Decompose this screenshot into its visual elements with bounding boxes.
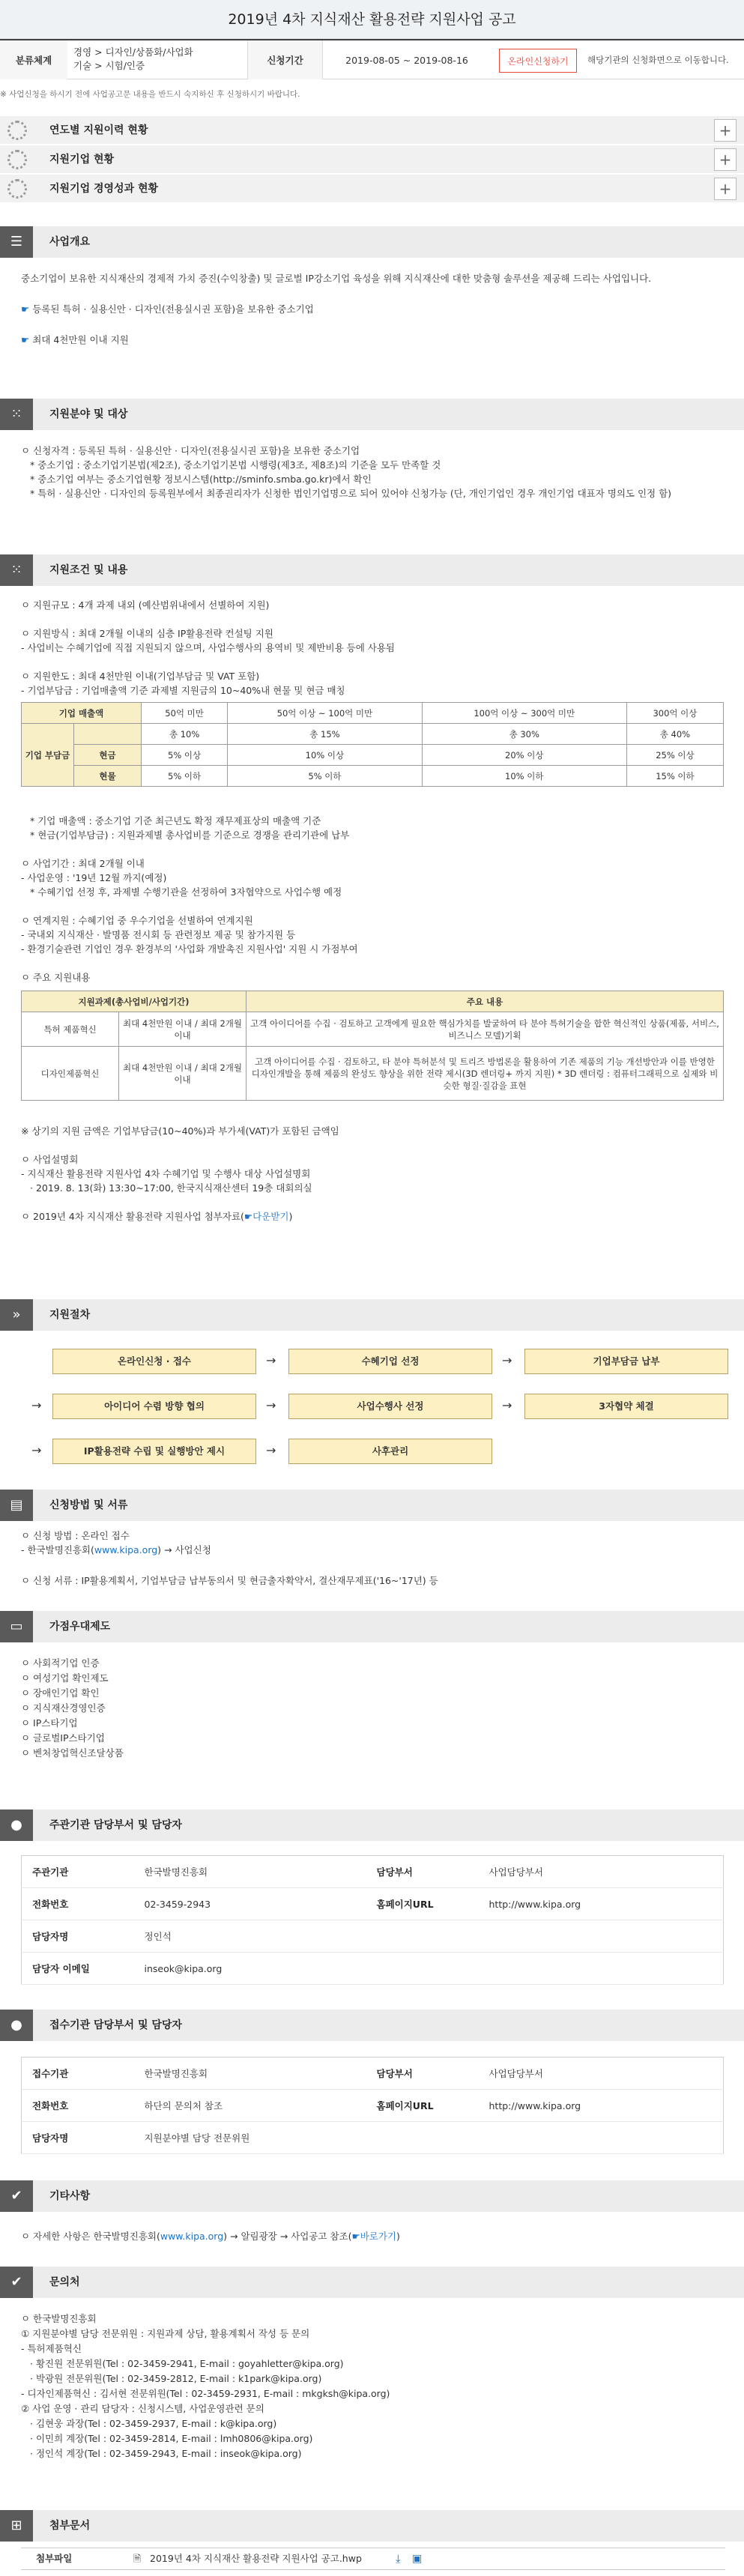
section-title: 사업개요: [49, 236, 91, 248]
fee-cell: 25% 이상: [626, 745, 723, 766]
preview-icon[interactable]: ▣: [412, 2553, 423, 2565]
step-box: 온라인신청 · 접수: [52, 1349, 256, 1374]
info-value: 지원분야별 담당 전문위원: [134, 2122, 724, 2154]
support-budget: 최대 4천만원 이내 / 최대 2개월 이내: [119, 1047, 247, 1101]
overview-item: 최대 4천만원 이내 지원: [32, 334, 129, 345]
fee-col: 50억 이상 ~ 100억 미만: [228, 703, 422, 724]
fee-cash-label: 현금: [74, 745, 142, 766]
attachment-file-link[interactable]: 2019년 4차 지식재산 활용전략 지원사업 공고.hwp: [150, 2553, 362, 2564]
support-table: [21, 991, 724, 1101]
section-title: 기타사항: [49, 2190, 91, 2202]
kipa-link[interactable]: www.kipa.org: [160, 2231, 224, 2242]
info-value: 사업담당부서: [479, 1856, 724, 1888]
target-line: * 중소기업 여부는 중소기업현황 정보시스템(http://sminfo.smba.go.kr)에서 확인: [30, 474, 372, 485]
conditions-line: ㅇ 사업기간 : 최대 2개월 이내: [21, 858, 145, 869]
contact-line: · 박광원 전문위원(Tel : 02-3459-2812, E-mail : k1park@kipa.org): [30, 2373, 322, 2384]
fee-col: 50억 미만: [142, 703, 228, 724]
dots-icon: [7, 179, 27, 199]
accordion-performance[interactable]: [0, 175, 744, 203]
category-label: 분류체계: [0, 40, 67, 79]
step-box: IP활용전략 수립 및 실행방안 제시: [52, 1439, 256, 1464]
shortcut-link[interactable]: ☛바로가기: [351, 2231, 396, 2242]
conditions-line: ㅇ 주요 지원내용: [21, 972, 91, 983]
overview-item: 등록된 특허 · 실용신안 · 디자인(전용실시권 포함)을 보유한 중소기업: [32, 303, 314, 315]
document-icon: ☰: [0, 226, 33, 258]
section-title: 주관기관 담당부서 및 담당자: [49, 1819, 182, 1831]
conditions-body-3: ※ 상기의 지원 금액은 기업부담금(10~40%)과 부가세(VAT)가 포함된 금액임 ㅇ 사업설명회 - 지식재산 활용전략 지원사업 4차 수혜기업 및 수행사 대상 사업설명회 · 2019. 8. 13(화) 13:30~17:00, 한국지식재산센터 19층 대회의실 ㅇ 2019년 4차 지식재산 활용전략 지원사업 첨부자료(☛다운받기): [21, 1124, 725, 1224]
accordion-history[interactable]: [0, 116, 744, 145]
info-label: 홈페이지URL: [366, 1888, 479, 1920]
contact-line: ① 지원분야별 담당 전문위원 : 지원과제 상담, 활용계획서 작성 등 문의: [21, 2328, 310, 2339]
target-body: [21, 444, 725, 501]
conditions-line: ㅇ 사업설명회: [21, 1154, 79, 1165]
conditions-line: - 사업비는 수혜기업에 직접 지원되지 않으며, 사업수행사의 용역비 및 제반비용 등에 사용됨: [21, 642, 395, 653]
fast-forward-icon: »: [0, 1299, 33, 1331]
info-value: 한국발명진흥회: [134, 2058, 366, 2090]
section-receiving-header: [0, 2010, 744, 2041]
homepage-link[interactable]: http://www.kipa.org: [479, 1888, 724, 1920]
step-box: 3자협약 체결: [524, 1394, 728, 1419]
info-value: 하단의 문의처 참조: [134, 2090, 366, 2122]
plus-file-icon: ⊞: [0, 2510, 33, 2542]
fee-cell: 5% 이하: [142, 766, 228, 787]
dots-icon: ⁙: [0, 399, 33, 430]
section-title: 가점우대제도: [49, 1621, 111, 1633]
fee-cell: 15% 이하: [626, 766, 723, 787]
arrow-right-icon: →: [266, 1398, 276, 1412]
section-title: 문의처: [49, 2276, 80, 2288]
section-conditions-header: [0, 554, 744, 586]
overview-body: [21, 271, 725, 347]
contact-line: ② 사업 운영 · 관리 담당자 : 신청시스템, 사업운영관련 문의: [21, 2403, 264, 2414]
step-box: 사업수행사 선정: [288, 1394, 492, 1419]
conditions-body-2: [21, 814, 725, 985]
support-content: 고객 아이디어를 수집 · 검토하고 고객에게 필요한 핵심가치를 발굴하여 타 분야 특허기술을 합한 혁신적인 상품(제품, 서비스, 비즈니스 모델)기획: [247, 1012, 724, 1047]
info-meta: [0, 39, 744, 79]
section-preference-header: [0, 1611, 744, 1642]
conditions-line: ㅇ 2019년 4차 지식재산 활용전략 지원사업 첨부자료(: [21, 1211, 244, 1222]
application-line: ㅇ 신청 방법 : 온라인 접수: [21, 1530, 130, 1541]
target-line: ㅇ 신청자격 : 등록된 특허 · 실용신안 · 디자인(전용실시권 포함)을 보유한 중소기업: [21, 445, 360, 456]
preference-item: ㅇ 여성기업 확인제도: [21, 1672, 109, 1684]
page-title: 2019년 4차 지식재산 활용전략 지원사업 공고: [0, 0, 744, 39]
person-icon: ●: [0, 1809, 33, 1841]
fee-header: 기업 매출액: [22, 703, 142, 724]
pointer-icon: ☛: [21, 334, 30, 345]
etc-line: ) → 알림광장 → 사업공고 참조(: [223, 2231, 352, 2242]
period-value: 2019-08-05 ~ 2019-08-16: [322, 40, 491, 79]
preference-item: ㅇ 지식재산경영인증: [21, 1702, 106, 1714]
fee-kind-label: 현물: [74, 766, 142, 787]
step-box: 아이디어 수렴 방향 협의: [52, 1394, 256, 1419]
conditions-line: ㅇ 지원방식 : 최대 2개월 이내의 심층 IP활용전략 컨설팅 지원: [21, 628, 273, 639]
conditions-line: * 현금(기업부담금) : 지원과제별 총사업비를 기준으로 경쟁을 관리기관에 납부: [30, 829, 350, 841]
section-title: 첨부문서: [49, 2520, 91, 2532]
info-label: 담당자명: [22, 2122, 134, 2154]
homepage-link[interactable]: http://www.kipa.org: [479, 2090, 724, 2122]
contact-line: · 이민희 계장(Tel : 02-3459-2814, E-mail : lmh0806@kipa.org): [30, 2433, 313, 2444]
fee-cell: 5% 이하: [228, 766, 422, 787]
section-attachment-header: [0, 2510, 744, 2542]
application-line: - 한국발명진흥회(: [21, 1544, 94, 1555]
step-box: 기업부담금 납부: [524, 1349, 728, 1374]
info-value: 02-3459-2943: [134, 1888, 366, 1920]
preference-item: ㅇ 장애인기업 확인: [21, 1687, 100, 1699]
conditions-line: ㅇ 연계지원 : 수혜기업 중 우수기업을 선별하여 연계지원: [21, 915, 253, 926]
fee-cell: 5% 이상: [142, 745, 228, 766]
support-header: 지원과제(총사업비/사업기간): [22, 991, 247, 1012]
fee-cell: 20% 이상: [422, 745, 626, 766]
category-values: [73, 40, 261, 79]
support-name: 디자인제품혁신: [22, 1047, 119, 1101]
kipa-link[interactable]: www.kipa.org: [94, 1544, 158, 1555]
application-line: ) → 사업신청: [157, 1544, 211, 1555]
contact-line: · 정인석 계장(Tel : 02-3459-2943, E-mail : inseok@kipa.org): [30, 2448, 302, 2459]
fee-cell: 총 40%: [626, 724, 723, 745]
info-value: inseok@kipa.org: [134, 1953, 724, 1985]
arrow-right-icon: →: [31, 1443, 42, 1457]
support-name: 특허 제품혁신: [22, 1012, 119, 1047]
overview-desc: 중소기업이 보유한 지식재산의 경제적 가치 증진(수익창출) 및 글로벌 IP강소기업 육성을 위해 지식재산에 대한 맞춤형 솔루션을 제공해 드리는 사업입니다.: [21, 273, 652, 284]
fee-cell: 총 30%: [422, 724, 626, 745]
info-label: 전화번호: [22, 1888, 134, 1920]
step-box: 수혜기업 선정: [288, 1349, 492, 1374]
info-label: 담당부서: [366, 1856, 479, 1888]
target-line: * 중소기업 : 중소기업기본법(제2조), 중소기업기본법 시행령(제3조, 제8조)의 기준을 모두 만족할 것: [30, 459, 441, 471]
target-line: * 특허 · 실용신안 · 디자인의 등록원부에서 최종권리자가 신청한 법인기업명으로 되어 있어야 신청가능 (단, 개인기업인 경우 개인기업 대표자 명의도 인정 함): [30, 488, 672, 499]
conditions-line: - 환경기술관련 기업인 경우 환경부의 '사업화 개발촉진 지원사업' 지원 시 가점부여: [21, 943, 358, 955]
arrow-right-icon: →: [502, 1353, 512, 1367]
managing-table: [21, 1855, 724, 1985]
info-label: 담당자 이메일: [22, 1953, 134, 1985]
info-label: 홈페이지URL: [366, 2090, 479, 2122]
online-apply-button[interactable]: 온라인신청하기: [499, 49, 577, 73]
conditions-line: ※ 상기의 지원 금액은 기업부담금(10~40%)과 부가세(VAT)가 포함된 금액임: [21, 1125, 339, 1137]
section-title: 지원절차: [49, 1309, 91, 1321]
application-line: ㅇ 신청 서류 : IP활용계획서, 기업부담금 납부동의서 및 현금출자확약서, 결산재무제표('16~'17년) 등: [21, 1575, 438, 1586]
info-label: 전화번호: [22, 2090, 134, 2122]
pointer-icon: ☛: [21, 303, 30, 315]
conditions-line: - 기업부담금 : 기업매출액 기준 과제별 지원금의 10~40%내 현물 및 현금 매칭: [21, 685, 345, 696]
arrow-right-icon: →: [502, 1398, 512, 1412]
fee-cell: 총 10%: [142, 724, 228, 745]
step-box: 사후관리: [288, 1439, 492, 1464]
conditions-line: * 수혜기업 선정 후, 과제별 수행기관을 선정하여 3자협약으로 사업수행 예정: [30, 886, 342, 898]
conditions-line: ㅇ 지원규모 : 4개 과제 내외 (예산범위내에서 선별하여 지원): [21, 599, 270, 611]
application-body: [21, 1529, 725, 1588]
arrow-right-icon: →: [266, 1443, 276, 1457]
conditions-line: - 국내외 지식재산 · 발명품 전시회 등 관련정보 제공 및 참가지원 등: [21, 929, 296, 940]
section-title: 신청방법 및 서류: [49, 1499, 128, 1511]
preference-item: ㅇ 글로벌IP스타기업: [21, 1732, 105, 1744]
attachment-label: 첨부파일: [36, 2553, 73, 2564]
section-managing-header: [0, 1809, 744, 1841]
section-etc-header: [0, 2180, 744, 2212]
person-icon: ●: [0, 2010, 33, 2041]
apply-note: 해당기관의 신청화면으로 이동합니다.: [587, 55, 729, 65]
fee-col: 100억 이상 ~ 300억 미만: [422, 703, 626, 724]
conditions-body-1: [21, 598, 725, 698]
fee-col: 300억 이상: [626, 703, 723, 724]
dots-icon: [7, 150, 27, 169]
contact-body: [21, 2312, 725, 2461]
info-label: 담당자명: [22, 1920, 134, 1953]
etc-line: ㅇ 자세한 사항은 한국발명진흥회(: [21, 2231, 160, 2242]
section-title: 지원조건 및 내용: [49, 564, 128, 576]
info-value: 사업담당부서: [479, 2058, 724, 2090]
category-value: 기술 > 시험/인증: [73, 60, 145, 71]
download-icon[interactable]: ⤓: [396, 2552, 401, 2566]
accordion-label: 지원기업 경영성과 현황: [49, 183, 158, 195]
preference-item: ㅇ IP스타기업: [21, 1717, 78, 1729]
check-icon: ✔: [0, 2267, 33, 2298]
conditions-line: - 사업운영 : '19년 12월 까지(예정): [21, 872, 167, 883]
support-budget: 최대 4천만원 이내 / 최대 2개월 이내: [119, 1012, 247, 1047]
conditions-line: * 기업 매출액 : 중소기업 기준 최근년도 확정 재무제표상의 매출액 기준: [30, 815, 321, 826]
preference-item: ㅇ 사회적기업 인증: [21, 1657, 100, 1669]
conditions-line: - 지식재산 활용전략 지원사업 4차 수혜기업 및 수행사 대상 사업설명회: [21, 1168, 311, 1179]
info-label: 접수기관: [22, 2058, 134, 2090]
section-title: 접수기관 담당부서 및 담당자: [49, 2019, 182, 2031]
preference-list: [21, 1656, 725, 1761]
clipboard-icon: ▤: [0, 1490, 33, 1521]
support-header: 주요 내용: [247, 991, 724, 1012]
contact-line: · 김현웅 과장(Tel : 02-3459-2937, E-mail : k@kipa.org): [30, 2418, 277, 2429]
dots-icon: ⁙: [0, 554, 33, 586]
fee-row-group: 기업 부담금: [22, 724, 74, 787]
arrow-right-icon: →: [31, 1398, 42, 1412]
accordion-label: 지원기업 현황: [49, 154, 115, 166]
preference-item: ㅇ 벤처창업혁신조달상품: [21, 1747, 124, 1759]
check-icon: ✔: [0, 2180, 33, 2212]
info-value: 정인석: [134, 1920, 724, 1953]
section-overview-header: [0, 226, 744, 258]
file-icon: 🗎: [133, 2553, 142, 2564]
conditions-line: ㅇ 지원한도 : 최대 4천만원 이내(기업부담금 및 VAT 포함): [21, 671, 260, 682]
dots-icon: [7, 121, 27, 140]
section-title: 지원분야 및 대상: [49, 408, 128, 420]
etc-body: ㅇ 자세한 사항은 한국발명진흥회(www.kipa.org) → 알림광장 → 사업공고 참조(☛바로가기): [21, 2231, 400, 2242]
expand-plus-icon[interactable]: +: [714, 178, 737, 200]
section-procedure-header: [0, 1299, 744, 1331]
expand-plus-icon[interactable]: +: [714, 119, 737, 142]
section-target-header: [0, 399, 744, 430]
fee-table: [21, 702, 724, 787]
notice-text: ※ 사업신청을 하시기 전에 사업공고문 내용을 반드시 숙지하신 후 신청하시기 바랍니다.: [0, 90, 300, 99]
attachment-row: [21, 2548, 725, 2570]
category-value: 경영 > 디자인/상품화/사업화: [73, 46, 193, 58]
support-content: 고객 아이디어를 수집 · 검토하고, 타 분야 특허분석 및 트리즈 방법론을 활용하여 기존 제품의 기능 개선방안과 이를 반영한 디자인개발을 통해 제품의 완성도 향상을 위한 전략 제시(3D 렌더링+ 까지 지원) * 3D 렌더링 : 컴퓨터그래픽으로 실제와 비슷한 형질·질감을 표현: [247, 1047, 724, 1101]
conditions-line: · 2019. 8. 13(화) 13:30~17:00, 한국지식재산센터 19층 대회의실: [30, 1182, 312, 1194]
accordion-companies[interactable]: [0, 145, 744, 174]
fee-cell: 10% 이하: [422, 766, 626, 787]
contact-line: ㅇ 한국발명진흥회: [21, 2313, 97, 2324]
fee-cell: 총 15%: [228, 724, 422, 745]
info-value: 한국발명진흥회: [134, 1856, 366, 1888]
download-link[interactable]: ☛다운받기: [244, 1211, 289, 1222]
fee-cell: 10% 이상: [228, 745, 422, 766]
info-label: 주관기관: [22, 1856, 134, 1888]
section-application-header: [0, 1490, 744, 1521]
period-label: 신청기간: [247, 40, 322, 79]
section-contact-header: [0, 2267, 744, 2298]
expand-plus-icon[interactable]: +: [714, 148, 737, 171]
contact-line: - 특허제품혁신: [21, 2343, 82, 2354]
info-label: 담당부서: [366, 2058, 479, 2090]
folder-icon: ▭: [0, 1611, 33, 1642]
accordion-label: 연도별 지원이력 현황: [49, 124, 148, 136]
arrow-right-icon: →: [266, 1353, 276, 1367]
contact-line: · 황진원 전문위원(Tel : 02-3459-2941, E-mail : goyahletter@kipa.org): [30, 2358, 344, 2369]
receiving-table: [21, 2057, 724, 2154]
contact-line: - 디자인제품혁신 : 김서현 전문위원(Tel : 02-3459-2931, E-mail : mkgksh@kipa.org): [21, 2388, 390, 2399]
